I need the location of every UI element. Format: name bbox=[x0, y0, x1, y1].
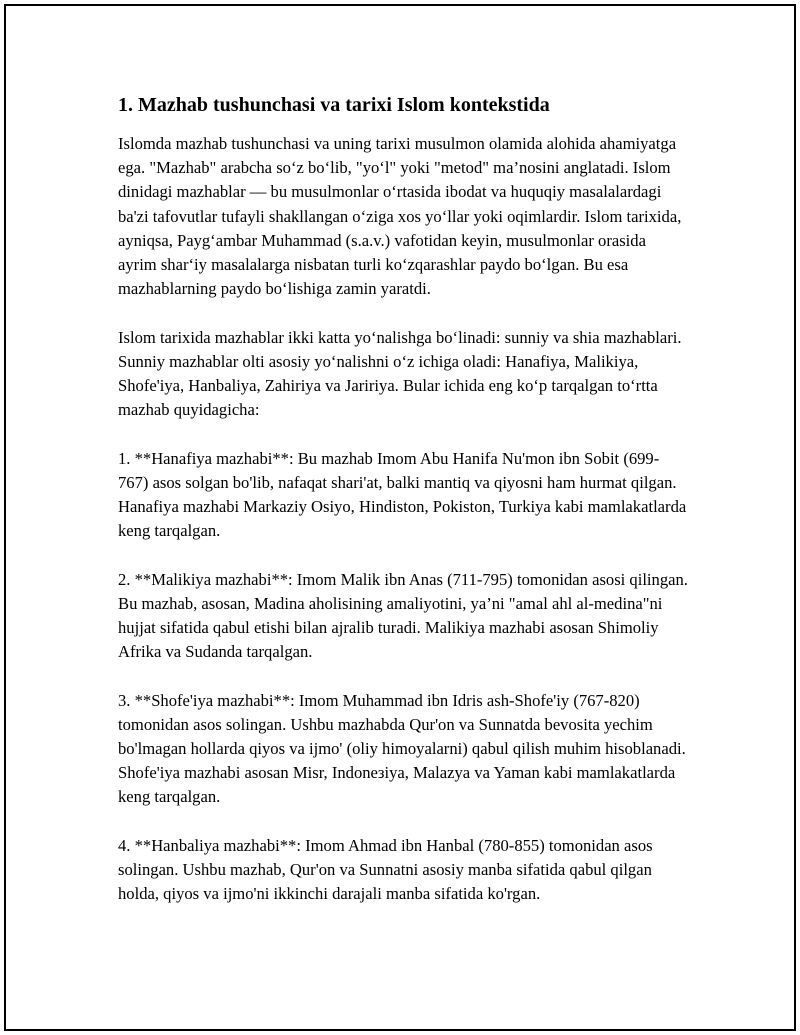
paragraph-malikiya: 2. **Malikiya mazhabi**: Imom Malik ibn Anas (711-795) tomonidan asosi qilingan. Bu mazhab, asosan, Madina aholisining amaliyotini, ya’ni "amal ahl al-medina"ni hujjat sifatida qabul etishi bilan ajralib turadi. Malikiya mazhabi asosan Shimoliy Afrika va Sudanda tarqalgan. bbox=[118, 569, 688, 662]
section-heading: 1. Mazhab tushunchasi va tarixi Islom kontekstida bbox=[118, 94, 550, 116]
paragraph-branches: Islom tarixida mazhablar ikki katta yo‘nalishga bo‘linadi: sunniy va shia mazhablari. Sunniy mazhablar olti asosiy yo‘nalishni o‘z ichiga oladi: Hanafiya, Malikiya, Shofe'iya, Hanbaliya, Zahiriya va Jaririya. Bular ichida eng ko‘p tarqalgan to‘rtta mazhab quyidagicha: bbox=[118, 327, 682, 420]
paragraph-shofeiya: 3. **Shofe'iya mazhabi**: Imom Muhammad ibn Idris ash-Shofe'iy (767-820) tomonidan asos solingan. Ushbu mazhabda Qur'on va Sunnatda bevosita yechim bo'lmagan hollarda qiyos va ijmo' (oliy himoyalarni) qabul qilish muhim hisoblanadi. Shofe'iya mazhabi asosan Misr, Indoneзiya, Malazya va Yaman kabi mamlakatlarda keng tarqalgan. bbox=[118, 690, 686, 807]
paragraph-hanafiya: 1. **Hanafiya mazhabi**: Bu mazhab Imom Abu Hanifa Nu'mon ibn Sobit (699-767) asos solgan bo'lib, nafaqat shari'at, balki mantiq va qiyosni ham hurmat qilgan. Hanafiya mazhabi Markaziy Osiyo, Hindiston, Pokiston, Turkiya kabi mamlakatlarda keng tarqalgan. bbox=[118, 448, 687, 541]
paragraph-intro: Islomda mazhab tushunchasi va uning tarixi musulmon olamida alohida ahamiyatga ega. "Mazhab" arabcha so‘z bo‘lib, "yo‘l" yoki "metod" ma’nosini anglatadi. Islom dinidagi mazhablar — bu musulmonlar o‘rtasida ibodat va huquqiy masalalardagi ba'zi tafovutlar tufayli shakllangan o‘ziga xos yo‘llar yoki oqimlardir. Islom tarixida, ayniqsa, Payg‘ambar Muhammad (s.a.v.) vafotidan keyin, musulmonlar orasida ayrim shar‘iy masalalarga nisbatan turli ko‘zqarashlar paydo bo‘lgan. Bu esa mazhablarning paydo bo‘lishiga zamin yaratdi. bbox=[118, 134, 682, 299]
paragraph-hanbaliya: 4. **Hanbaliya mazhabi**: Imom Ahmad ibn Hanbal (780-855) tomonidan asos solingan. Ushbu mazhab, Qur'on va Sunnatni asosiy manba sifatida qabul qilgan holda, qiyos va ijmo'ni ikkinchi darajali manba sifatida ko'rgan. bbox=[118, 835, 653, 904]
document-body bbox=[118, 92, 688, 931]
